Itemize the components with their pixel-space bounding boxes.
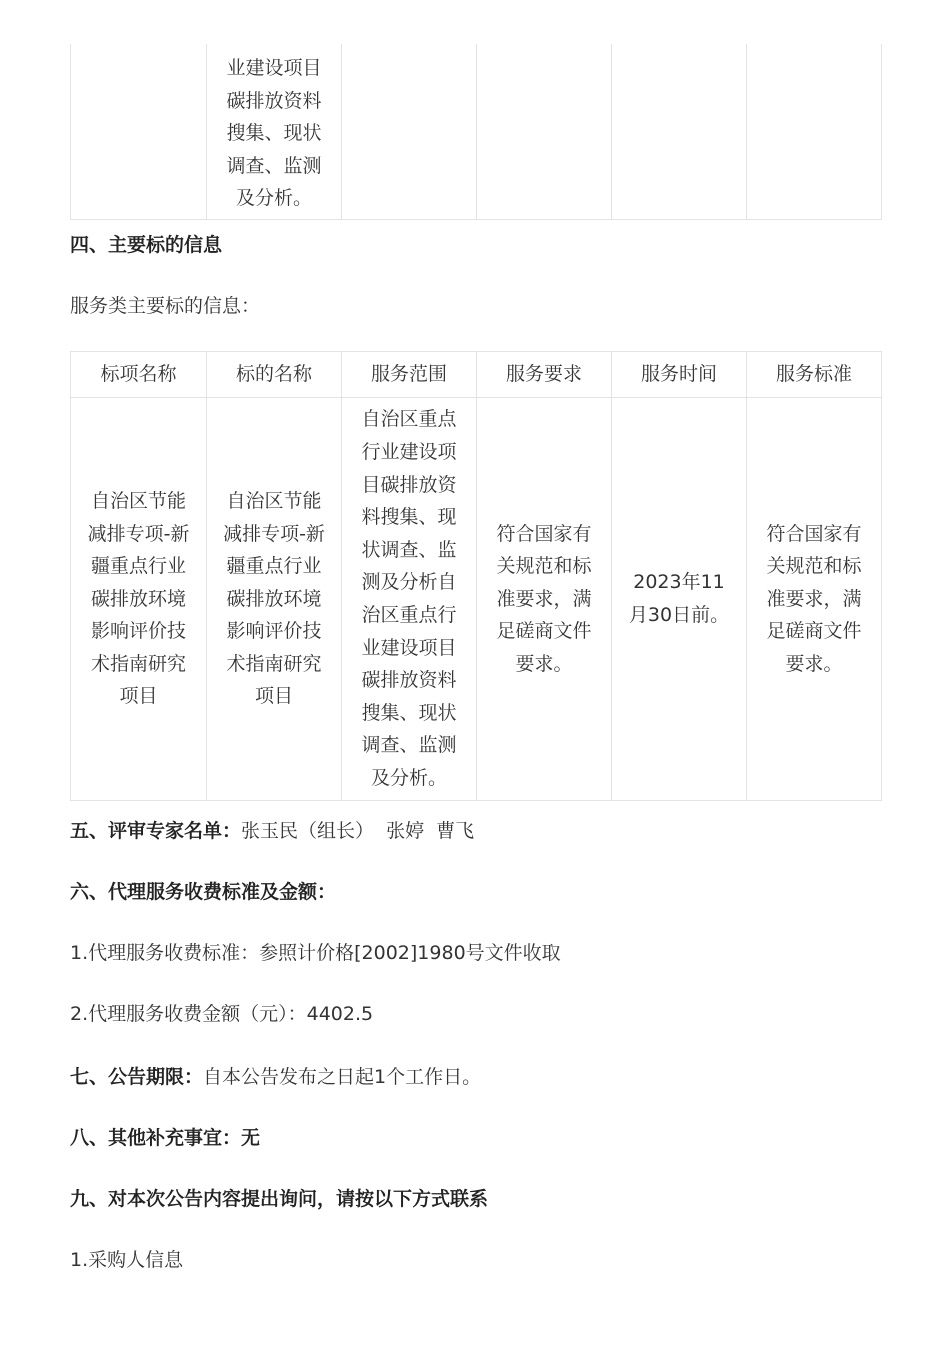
- section-4-heading: 四、主要标的信息: [70, 234, 223, 256]
- cell-scope: 自治区重点行业建设项目碳排放资料搜集、现状调查、监测及分析自治区重点行业建设项目碳排放资料搜集、现状调查、监测及分析。: [342, 398, 477, 801]
- column-header-time: 服务时间: [612, 352, 747, 398]
- section-8-heading: 八、其他补充事宜：无: [70, 1127, 261, 1149]
- cell-time: 2023年11月30日前。: [612, 398, 747, 801]
- column-header-scope: 服务范围: [342, 352, 477, 398]
- table-cell: [477, 44, 612, 220]
- purchaser-info-heading: 1.采购人信息: [70, 1249, 184, 1271]
- column-header-subject-name: 标的名称: [207, 352, 342, 398]
- section-9-heading: 九、对本次公告内容提出询问，请按以下方式联系: [70, 1188, 489, 1210]
- section-5-label: 五、评审专家名单：: [70, 820, 242, 842]
- section-7-label: 七、公告期限：: [70, 1066, 204, 1088]
- fee-standard: 1.代理服务收费标准：参照计价格[2002]1980号文件收取: [70, 942, 561, 964]
- subject-info-table: [70, 351, 882, 801]
- section-5: [70, 818, 474, 844]
- table-row: [71, 44, 882, 220]
- column-header-requirement: 服务要求: [477, 352, 612, 398]
- section-4-subheading: 服务类主要标的信息：: [70, 295, 261, 317]
- table-cell-scope-tail: 业建设项目碳排放资料搜集、现状调查、监测及分析。: [207, 44, 342, 220]
- cell-standard: 符合国家有关规范和标准要求，满足磋商文件要求。: [747, 398, 882, 801]
- section-7: [70, 1064, 481, 1090]
- table-row: [71, 398, 882, 801]
- cell-requirement: 符合国家有关规范和标准要求，满足磋商文件要求。: [477, 398, 612, 801]
- table-header-row: [71, 352, 882, 398]
- table-cell: [342, 44, 477, 220]
- cell-subject-name: 自治区节能减排专项-新疆重点行业碳排放环境影响评价技术指南研究项目: [207, 398, 342, 801]
- cell-item-name: 自治区节能减排专项-新疆重点行业碳排放环境影响评价技术指南研究项目: [71, 398, 207, 801]
- section-6-heading: 六、代理服务收费标准及金额：: [70, 881, 337, 903]
- previous-table-fragment: [70, 44, 882, 220]
- notice-period: 自本公告发布之日起1个工作日。: [203, 1066, 482, 1088]
- table-cell: [612, 44, 747, 220]
- column-header-standard: 服务标准: [747, 352, 882, 398]
- table-cell: [747, 44, 882, 220]
- column-header-item-name: 标项名称: [71, 352, 207, 398]
- fee-amount: 2.代理服务收费金额（元）：4402.5: [70, 1003, 374, 1025]
- expert-list: 张玉民（组长） 张婷 曹飞: [241, 820, 475, 842]
- table-cell: [71, 44, 207, 220]
